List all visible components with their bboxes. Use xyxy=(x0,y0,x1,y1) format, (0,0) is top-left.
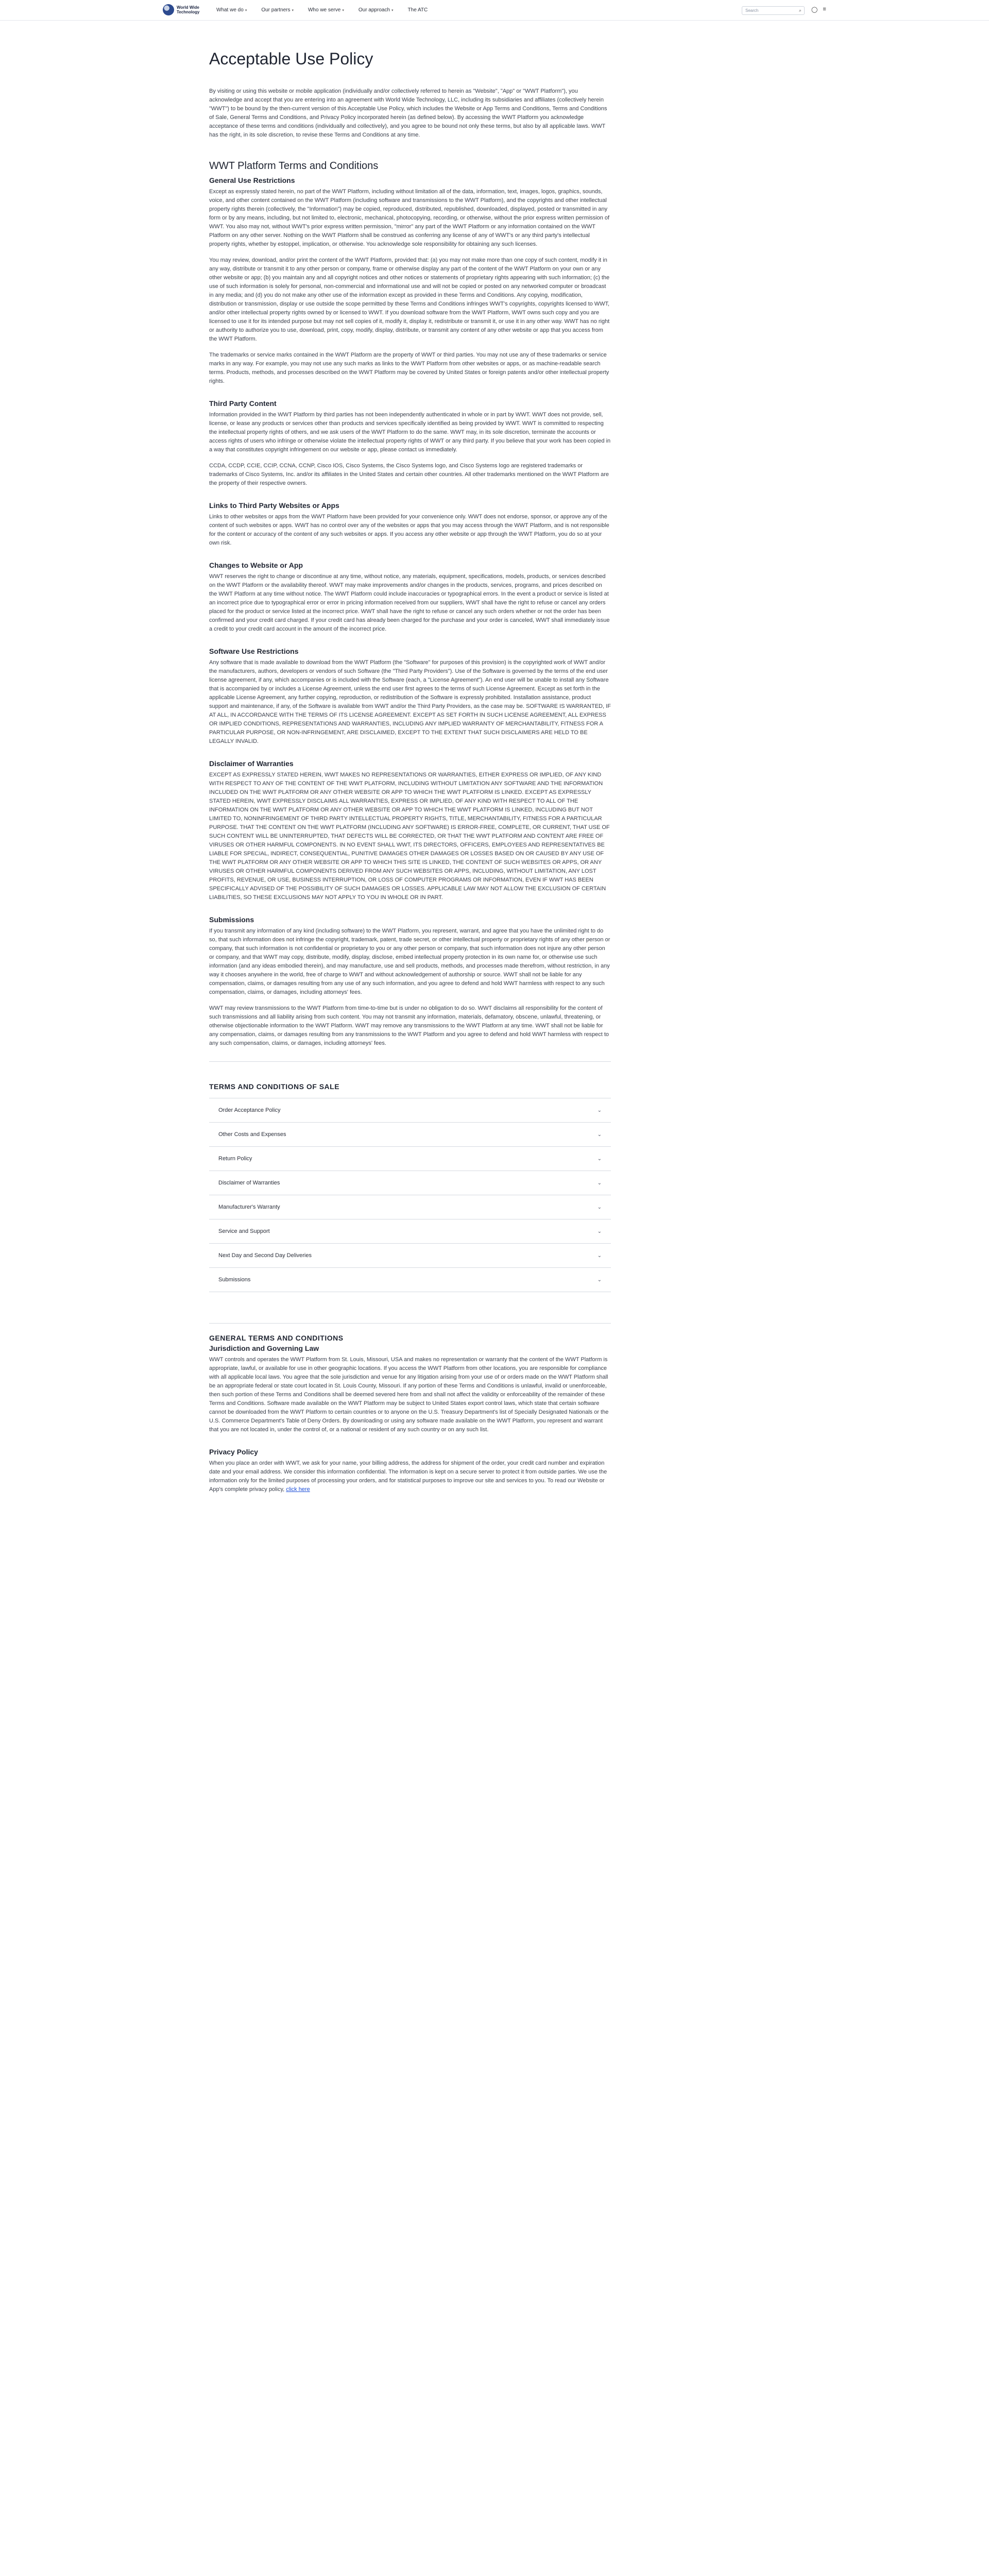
nav-item-what-we-do[interactable]: What we do ▾ xyxy=(216,7,247,13)
section-disclaimer xyxy=(209,759,611,902)
chevron-down-icon: ⌄ xyxy=(597,1156,602,1162)
section-paragraph: WWT reserves the right to change or discontinue at any time, without notice, any materials, equipment, specifications, models, products, or services described on the WWT Platform or the availability thereof. WWT may make improvements and/or changes in the products, services, programs, and prices described on the WWT Platform at any time without notice. The WWT Platform could include inaccuracies or typographical errors. In the event a product or service is listed at an incorrect price due to typographical error or error in pricing information received from our suppliers, WWT shall have the right to refuse or cancel any orders placed for the product or service listed at the incorrect price. WWT shall have the right to refuse or cancel any such orders whether or not the order has been confirmed and your credit card charged. If your credit card has already been charged for the purchase and your order is canceled, WWT shall immediately issue a credit to your credit card account in the amount of the incorrect price. xyxy=(209,573,610,632)
terms-of-sale-title: TERMS AND CONDITIONS OF SALE xyxy=(209,1082,340,1091)
nav-item-our-partners[interactable]: Our partners ▾ xyxy=(261,7,294,13)
main-nav xyxy=(216,7,428,13)
site-header xyxy=(0,0,989,21)
accordion-item-return-policy[interactable]: Return Policy ⌄ xyxy=(209,1147,611,1171)
chevron-down-icon: ⌄ xyxy=(597,1180,602,1186)
accordion-item-disclaimer[interactable]: Disclaimer of Warranties ⌄ xyxy=(209,1171,611,1195)
general-terms-title: GENERAL TERMS AND CONDITIONS xyxy=(209,1334,344,1342)
chevron-down-icon: ▾ xyxy=(342,9,344,12)
chevron-down-icon: ▾ xyxy=(245,9,247,12)
search-icon[interactable]: ⌕ xyxy=(798,8,802,13)
section-heading: Jurisdiction and Governing Law xyxy=(209,1344,319,1352)
nav-item-the-atc[interactable]: The ATC xyxy=(407,7,428,13)
section-paragraph: WWT may review transmissions to the WWT Platform from time-to-time but is under no obligation to do so. WWT disclaims all responsibility for the content of such transmissions and all liability arising from such content. You may not transmit any information, materials, defamatory, obscene, unlawful, threatening, or otherwise objectionable information to the WWT Platform. WWT may remove any transmissions to the WWT Platform at any time. WWT shall not be liable for any compensation, claims, or damages resulting from any transmissions to the WWT Platform and you agree to defend and hold WWT harmless with respect to any such compensation, claims, or damages, including attorneys' fees. xyxy=(209,1005,609,1046)
divider xyxy=(209,1061,611,1062)
section-paragraph: When you place an order with WWT, we ask for your name, your billing address, the address for shipment of the order, your credit card number and expiration date and your email address. We consider this information confidential. The information is kept on a secure server to protect it from outside parties. We use the information only for the limited purposes of processing your orders, and for statistical purposes to improve our site and services to you. To read our Website or App's complete privacy policy, click here xyxy=(209,1460,607,1493)
nav-item-our-approach[interactable]: Our approach ▾ xyxy=(358,7,394,13)
intro-paragraph: By visiting or using this website or mobile application (individually and/or collectively referred to herein as "Website", "App" or "WWT Platform"), you acknowledge and accept that you are entering into an agreement with World Wide Technology, LLC, including its subsidiaries and affiliates (collectively herein "WWT") to be bound by the then-current version of this Acceptable Use Policy, which includes the Website or App Terms and Conditions, Terms and Conditions of Sale, General Terms and Conditions, and Privacy Policy incorporated herein (as defined below). By accessing the WWT Platform you acknowledge acceptance of these terms and conditions (individually and collectively), and you agree to be bound not only these terms, but also by all applicable laws. WWT has the right, in its sole discretion, to revise these Terms and Conditions at any time. xyxy=(209,88,607,138)
section-paragraph: CCDA, CCDP, CCIE, CCIP, CCNA, CCNP, Cisco IOS, Cisco Systems, the Cisco Systems logo, and Cisco Systems logo are registered trademarks or trademarks of Cisco Systems, Inc. and/or its affiliates in the United States and certain other countries. All other trademarks mentioned on the WWT Platform are the property of their respective owners. xyxy=(209,463,609,486)
page-title: Acceptable Use Policy xyxy=(209,49,373,68)
chevron-down-icon: ▾ xyxy=(391,9,394,12)
chevron-down-icon: ⌄ xyxy=(597,1228,602,1234)
search-input[interactable]: Search ⌕ xyxy=(742,6,805,15)
section-heading: Privacy Policy xyxy=(209,1448,258,1456)
logo-text: World Wide Technology xyxy=(177,5,200,14)
section-paragraph: Any software that is made available to download from the WWT Platform (the "Software" for purposes of this provision) is the copyrighted work of WWT and/or the manufacturers, authors, developers or vendors of such Software (the "Third Party Providers"). Use of the Software is governed by the terms of the end user license agreement, if any, which accompanies or is included with the Software (each, a "License Agreement"). An end user will be unable to install any Software that is accompanied by or includes a License Agreement, unless the end user first agrees to the terms of such License Agreement. Except as set forth in the applicable License Agreement, any further copying, reproduction, or redistribution of the Software is expressly prohibited. Installation assistance, product support and maintenance, if any, of the Software is available from WWT and/or the Third Party Providers, as the case may be. SOFTWARE IS WARRANTED, IF AT ALL, IN ACCORDANCE WITH THE TERMS OF ITS LICENSE AGREEMENT. EXCEPT AS SET FORTH IN SUCH LICENSE AGREEMENT, ALL EXPRESS OR IMPLIED CONDITIONS, REPRESENTATIONS AND WARRANTIES, INCLUDING ANY IMPLIED WARRANTY OF MERCHANTABILITY, FITNESS FOR A PARTICULAR PURPOSE, OR NON-INFRINGEMENT, ARE DISCLAIMED, EXCEPT TO THE EXTENT THAT SUCH DISCLAIMERS ARE HELD TO BE LEGALLY INVALID. xyxy=(209,659,611,744)
chevron-down-icon: ⌄ xyxy=(597,1277,602,1283)
section-jurisdiction xyxy=(209,1344,611,1434)
header-icons xyxy=(811,6,826,13)
section-software-use xyxy=(209,647,611,746)
chevron-down-icon: ⌄ xyxy=(597,1252,602,1259)
section-paragraph: Except as expressly stated herein, no part of the WWT Platform, including without limitation all of the data, information, text, images, logos, graphics, sounds, voice, and other content contained on the WWT Platform (including software and transmissions to the WWT Platform), and the copyrights and other intellectual property rights therein (collectively, the "Information") may be copied, reproduced, distributed, republished, downloaded, displayed, posted or transmitted in any form or by any means, including, but not limited to, electronic, mechanical, photocopying, recording, or otherwise, without the prior express written permission of WWT. You also may not, without WWT's prior express written permission, "mirror" any part of the WWT Platform or any information contained on the WWT Platform on any other server. Nothing on the WWT Platform shall be construed as conferring any license of any of WWT's or any third party's intellectual property rights, whether by estoppel, implication, or otherwise. You acknowledge sole responsibility for obtaining any such licenses. xyxy=(209,189,610,247)
main-content xyxy=(209,49,611,1507)
section-general-use xyxy=(209,176,611,386)
section-heading: Changes to Website or App xyxy=(209,561,303,569)
section-submissions xyxy=(209,916,611,1048)
section-heading: Third Party Content xyxy=(209,399,277,408)
accordion-item-deliveries[interactable]: Next Day and Second Day Deliveries ⌄ xyxy=(209,1244,611,1268)
accordion-item-manufacturer-warranty[interactable]: Manufacturer's Warranty ⌄ xyxy=(209,1195,611,1219)
globe-logo-icon xyxy=(163,4,174,15)
section-paragraph: You may review, download, and/or print the content of the WWT Platform, provided that: (a) you may not make more than one copy of such content, modify it in any way, distribute or transmit it to any other person or company, frame or otherwise display any part of the content of the WWT Platform on your own or any other website or app; (b) you maintain any and all copyright notices and other notices or statements of proprietary rights appearing with such information; (c) the use of such information is solely for personal, non-commercial and informational use and will not be copied or posted on any networked computer or broadcast in any media; and (d) you do not make any other use of the information except as provided in these Terms and Conditions. Any copying, modification, distribution or transmission, display or use outside the scope permitted by these Terms and Conditions infringes WWT's copyrights, copyrights licensed to WWT, and/or other intellectual property rights owned by or licensed to WWT. If you download software from the WWT Platform, WWT owns such copy and you are licensed to use it for its intended purpose but may not sell copies of it, modify it, display it, redistribute or transmit it, or use it in any other way. WWT has no right or authority to authorize you to use, download, print, copy, modify, display, distribute, or transmit any content of any other website or app that you access from the WWT Platform. xyxy=(209,257,610,342)
accordion-item-submissions[interactable]: Submissions ⌄ xyxy=(209,1268,611,1292)
accordion-item-other-costs[interactable]: Other Costs and Expenses ⌄ xyxy=(209,1123,611,1147)
section-heading: Links to Third Party Websites or Apps xyxy=(209,501,339,510)
accordion-item-order-acceptance[interactable]: Order Acceptance Policy ⌄ xyxy=(209,1098,611,1123)
section-paragraph: Links to other websites or apps from the WWT Platform have been provided for your convenience only. WWT does not endorse, sponsor, or approve any of the content of such websites or apps. WWT has no control over any of the websites or apps that you may access through the WWT Platform, and is not responsible for the content or accuracy of the content of any such websites or apps. If you access any other website or app through the WWT Platform, you do so at your own risk. xyxy=(209,514,609,546)
section-paragraph: If you transmit any information of any kind (including software) to the WWT Platform, you represent, warrant, and agree that you have the unlimited right to do so, that such information does not infringe the copyright, trademark, patent, trade secret, or other intellectual property or proprietary rights of any other person or company, that such information is not confidential or proprietary to you or any other person or company, that such information does not injure any other person or company, and that WWT may copy, distribute, modify, display, disclose, embed intellectual property protection in its own name for, or otherwise use such information (and any ideas embodied therein), and may manufacture, use and sell products, methods, and processes made therefrom, without restriction, in any way it chooses anywhere in the world, free of charge to WWT and without acknowledgement of authorship or source. WWT shall not be liable for any compensation, claims, or damages resulting from any use of any such information, and you agree to defend and hold WWT harmless with respect to any such compensation, claims, or damages, including attorneys' fees. xyxy=(209,928,610,995)
terms-of-sale-accordion xyxy=(209,1098,611,1292)
user-icon[interactable]: ◯ xyxy=(811,7,818,13)
section-heading: Software Use Restrictions xyxy=(209,647,299,655)
chevron-down-icon: ▾ xyxy=(292,9,294,12)
privacy-policy-link[interactable]: click here xyxy=(286,1486,310,1493)
section-heading: Submissions xyxy=(209,916,254,924)
accordion-item-service-support[interactable]: Service and Support ⌄ xyxy=(209,1219,611,1244)
section-third-party-content xyxy=(209,399,611,488)
menu-icon[interactable]: ≡ xyxy=(823,6,826,12)
divider xyxy=(209,1323,611,1324)
section-changes xyxy=(209,561,611,634)
section-third-party-links xyxy=(209,501,611,548)
wwt-logo[interactable] xyxy=(163,4,213,15)
chevron-down-icon: ⌄ xyxy=(597,1131,602,1138)
section-privacy xyxy=(209,1448,611,1494)
section-heading: Disclaimer of Warranties xyxy=(209,759,294,768)
section-heading: General Use Restrictions xyxy=(209,176,295,184)
section-paragraph: EXCEPT AS EXPRESSLY STATED HEREIN, WWT MAKES NO REPRESENTATIONS OR WARRANTIES, EITHER EXPRESS OR IMPLIED, OF ANY KIND WITH RESPECT TO ANY OF THE CONTENT OF THE WWT PLATFORM, INCLUDING WITHOUT LIMITATION ANY SOFTWARE AND THE INFORMATION INCLUDED ON THE WWT PLATFORM OR ANY OTHER WEBSITE OR APP TO WHICH THE WWT PLATFORM IS LINKED. EXCEPT AS EXPRESSLY STATED HEREIN, WWT EXPRESSLY DISCLAIMS ALL WARRANTIES, EXPRESS OR IMPLIED, OF ANY KIND WITH RESPECT TO ALL OF THE INFORMATION ON THE WWT PLATFORM OR ANY OTHER WEBSITE OR APP TO WHICH THE WWT PLATFORM IS LINKED, INCLUDING BUT NOT LIMITED TO, NONINFRINGEMENT OF THIRD PARTY INTELLECTUAL PROPERTY RIGHTS, TITLE, MERCHANTABILITY, FITNESS FOR A PARTICULAR PURPOSE. THAT THE CONTENT ON THE WWT PLATFORM (INCLUDING ANY SOFTWARE) IS ERROR-FREE, COMPLETE, OR CURRENT, THAT USE OF SUCH CONTENT WILL BE UNINTERRUPTED, THAT DEFECTS WILL BE CORRECTED, OR THAT THE WWT PLATFORM AND CONTENT ARE FREE OF VIRUSES OR OTHER HARMFUL COMPONENTS. IN NO EVENT SHALL WWT, ITS DIRECTORS, OFFICERS, EMPLOYEES AND REPRESENTATIVES BE LIABLE FOR SPECIAL, INDIRECT, CONSEQUENTIAL, PUNITIVE DAMAGES OTHER DAMAGES OR LOSSES BASED ON OR CAUSED BY ANY USE OF THE WWT PLATFORM OR ANY OTHER WEBSITE OR APP TO WHICH THIS SITE IS LINKED, THE CONTENT OF SUCH WEBSITES OR APPS, OR ANY VIRUSES OR OTHER HARMFUL COMPONENTS DERIVED FROM ANY SUCH WEBSITES OR APPS, INCLUDING, WITHOUT LIMITATION, ANY LOST PROFITS, REVENUE, OR USE, BUSINESS INTERRUPTION, OR LOSS OF COMPUTER PROGRAMS OR INFORMATION, EVEN IF WWT HAS BEEN SPECIFICALLY ADVISED OF THE POSSIBILITY OF SUCH DAMAGES OR LOSSES. APPLICABLE LAW MAY NOT ALLOW THE EXCLUSION OF CERTAIN LIABILITIES, SO THESE EXCLUSIONS MAY NOT APPLY TO YOU IN WHOLE OR IN PART. xyxy=(209,772,610,901)
chevron-down-icon: ⌄ xyxy=(597,1204,602,1210)
section-paragraph: WWT controls and operates the WWT Platform from St. Louis, Missouri, USA and makes no representation or warranty that the content of the WWT Platform is appropriate, lawful, or available for use in other geographic locations. If you access the WWT Platform from other locations, you are responsible for compliance with all applicable local laws. You agree that the sole jurisdiction and venue for any litigation arising from your use of or orders made on the WWT Platform shall be an appropriate federal or state court located in St. Louis County, Missouri. If any portion of these Terms and Conditions is unlawful, invalid or unenforceable, then such portion of these Terms and Conditions shall be deemed severed here from and shall not affect the validity or enforceability of the remainder of these Terms and Conditions. Software made available on the WWT Platform may be subject to United States export control laws, which state that certain software cannot be downloaded from the WWT Platform to certain countries or to anyone on the U.S. Treasury Department's list of Specially Designated Nationals or the U.S. Commerce Department's Table of Deny Orders. By downloading or using any software made available on the WWT Platform, you represent and warrant that you are not located in, under the control of, or a national or resident of any such country or on any such list. xyxy=(209,1357,609,1433)
nav-item-who-we-serve[interactable]: Who we serve ▾ xyxy=(308,7,344,13)
chevron-down-icon: ⌄ xyxy=(597,1107,602,1113)
section-paragraph: The trademarks or service marks contained in the WWT Platform are the property of WWT or third parties. You may not use any of these trademarks or service marks in any way. For example, you may not use any such marks as links to the WWT Platform from other websites or apps, or as machine-readable search terms. Products, methods, and processes described on the WWT Platform may be covered by United States or foreign patents and/or other intellectual property rights. xyxy=(209,352,609,384)
section-paragraph: Information provided in the WWT Platform by third parties has not been independently authenticated in whole or in part by WWT. WWT does not provide, sell, license, or lease any products or services other than products and services specifically identified as being provided by WWT. WWT is committed to respecting the intellectual property rights of others, and we ask users of the WWT Platform to do the same. WWT may, in its sole discretion, terminate the accounts or access rights of users who infringe or otherwise violate the intellectual property rights of WWT or any third party. If you believe that your work has been copied in a way that constitutes copyright infringement on our website or app, please contact us immediately. xyxy=(209,412,611,453)
platform-terms-title: WWT Platform Terms and Conditions xyxy=(209,160,379,172)
